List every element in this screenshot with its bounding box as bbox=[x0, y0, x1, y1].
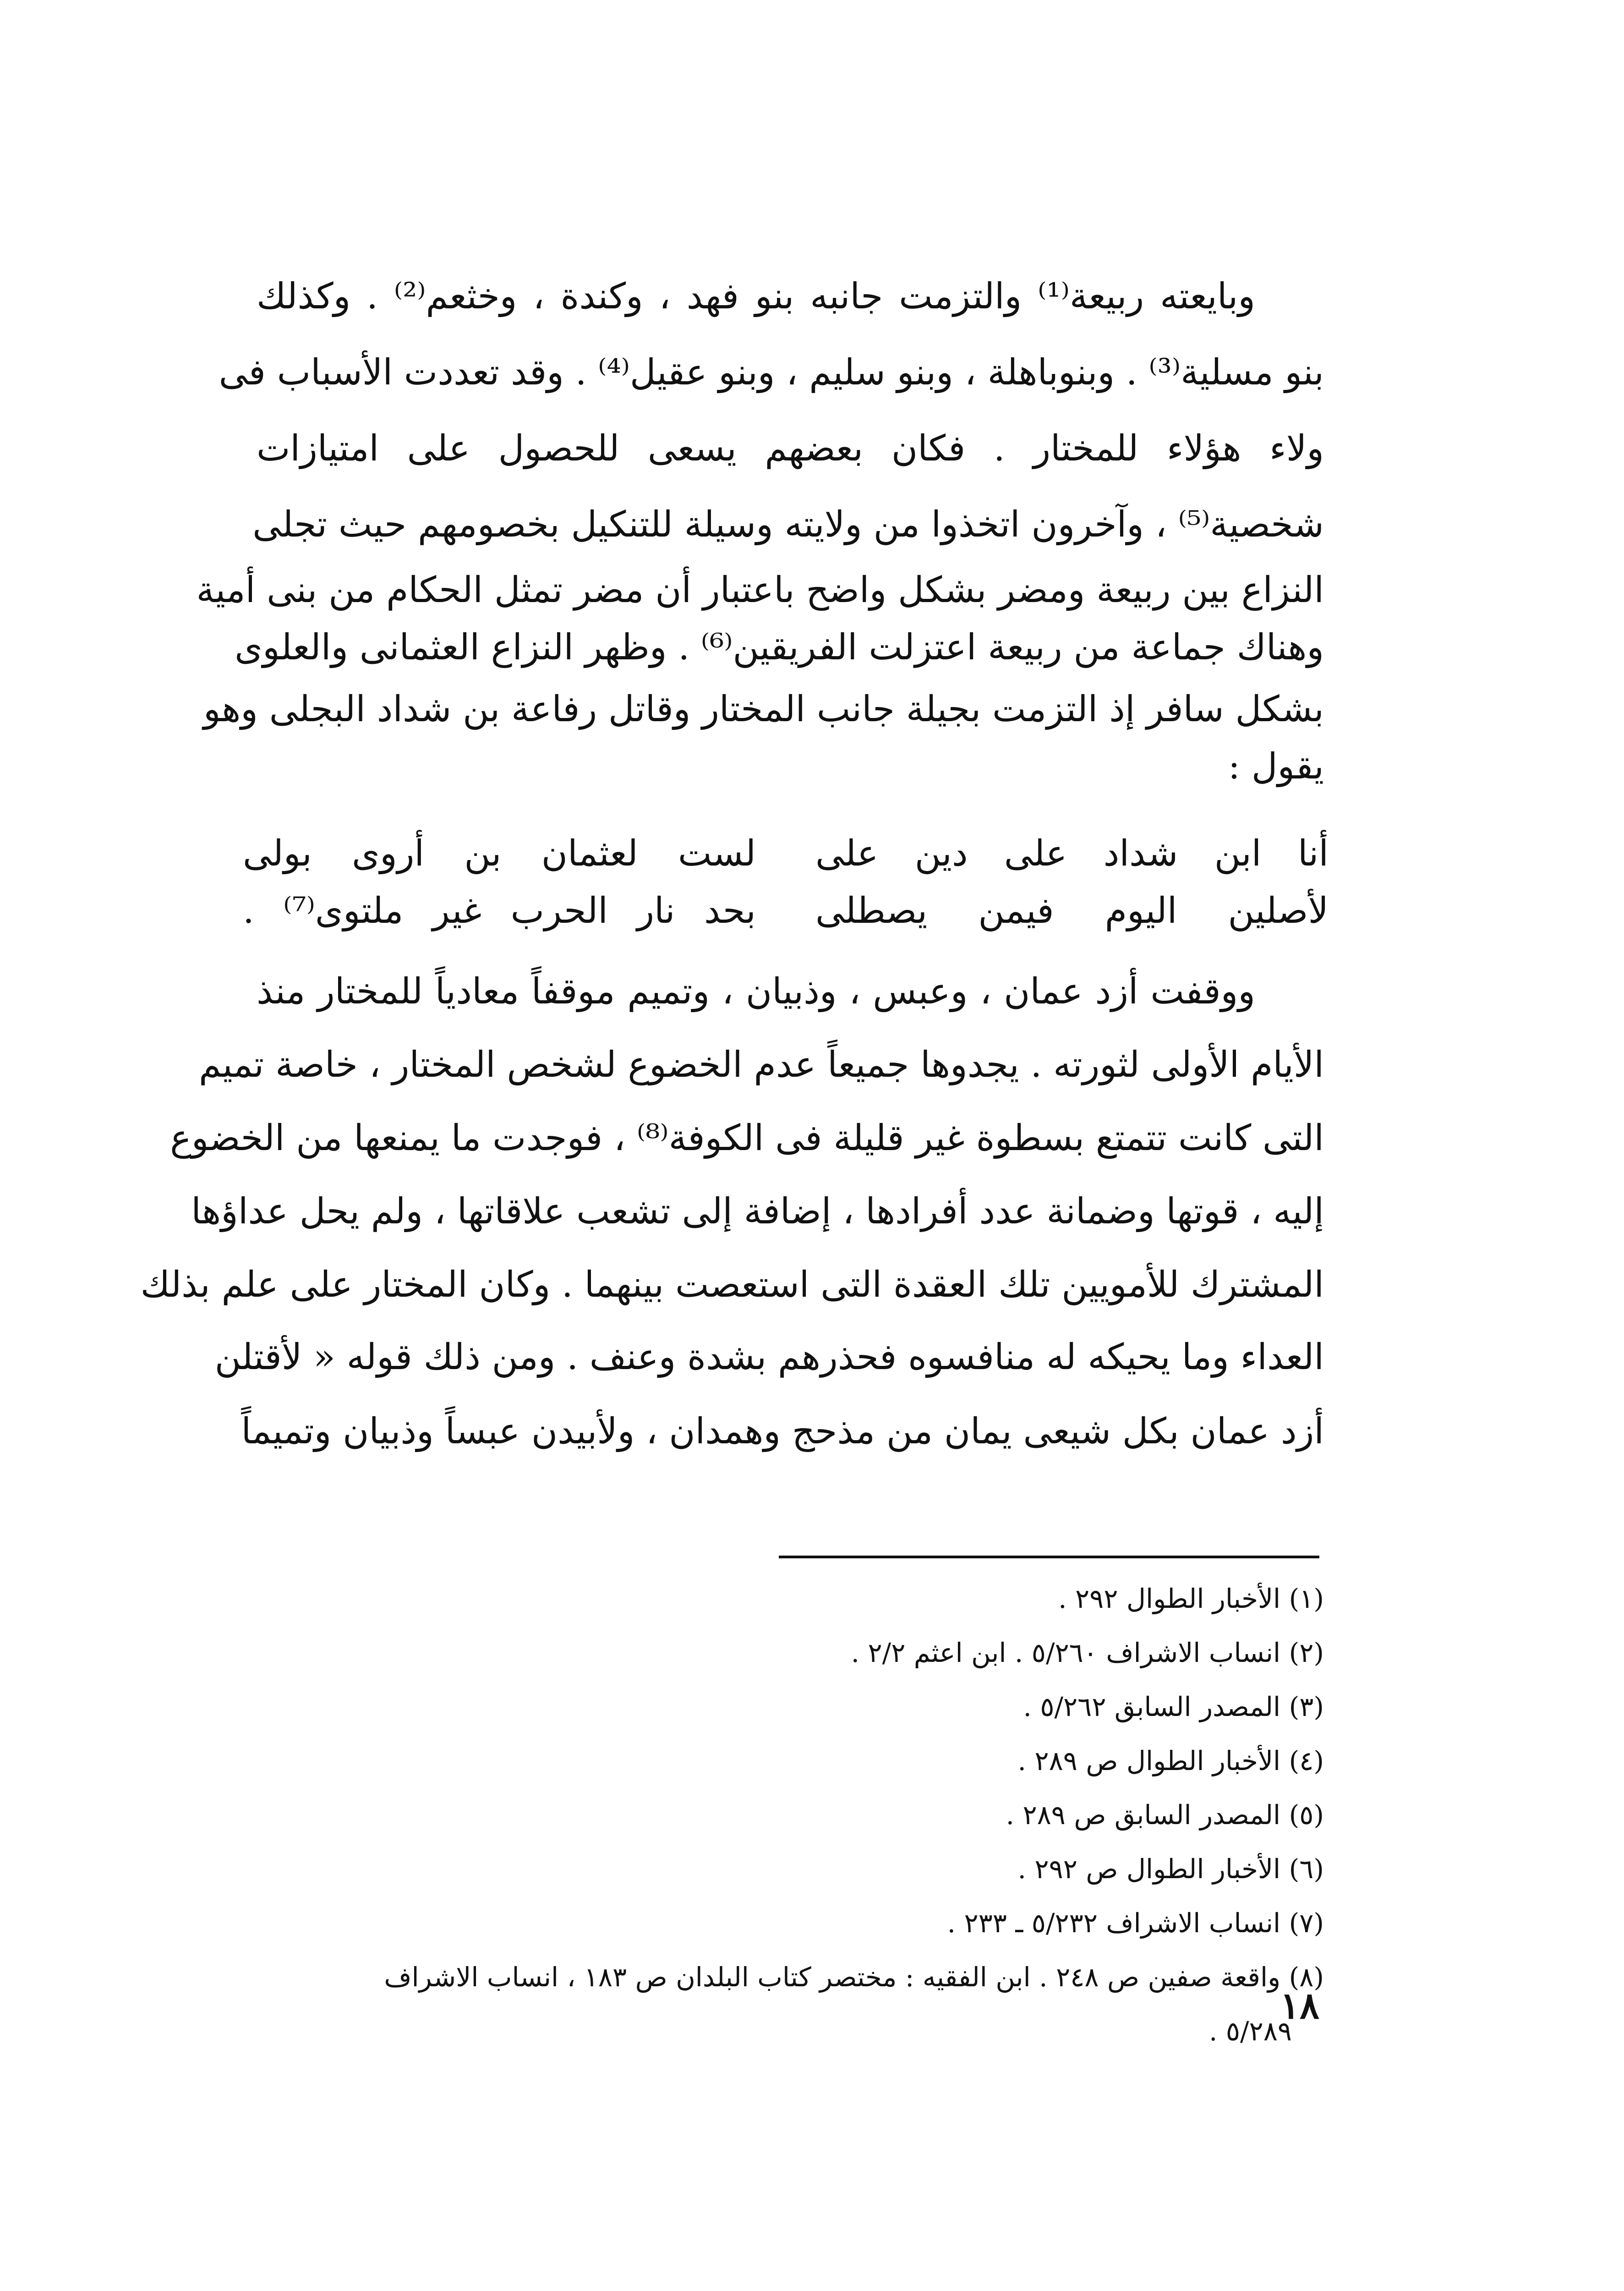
text-line: العداء وما يحيكه له منافسوه فحذرهم بشدة وعنف . ومن ذلك قوله « لأقتلن bbox=[214, 1336, 1324, 1378]
footnote: (٥) المصدر السابق ص ٢٨٩ . bbox=[1006, 1799, 1324, 1831]
footnote: (٨) واقعة صفين ص ٢٤٨ . ابن الفقيه : مختصر كتاب البلدان ص ١٨٣ ، انساب الاشراف bbox=[384, 1962, 1324, 1993]
text-line: ووقفت أزد عمان ، وعبس ، وذبيان ، وتميم موقفاً معادياً للمختار منذ bbox=[257, 971, 1255, 1013]
text-line: شخصية⁽⁵⁾ ، وآخرون اتخذوا من ولايته وسيلة للتنكيل بخصومهم حيث تجلى bbox=[252, 504, 1324, 546]
footnote: (٧) انساب الاشراف ٥/٢٣٢ ـ ٢٣٣ . bbox=[947, 1907, 1324, 1939]
footnote: (٣) المصدر السابق ٥/٢٦٢ . bbox=[1023, 1691, 1324, 1722]
text-line: إليه ، قوتها وضمانة عدد أفرادها ، إضافة إلى تشعب علاقاتها ، ولم يحل عداؤها bbox=[191, 1191, 1324, 1233]
verse-second-hemistich: بحد نار الحرب غير ملتوى⁽⁷⁾ . bbox=[243, 890, 756, 932]
text-line: يقول : bbox=[1228, 746, 1324, 788]
verse-second-hemistich: لست لعثمان بن أروى بولى bbox=[243, 833, 756, 874]
footnote: (٦) الأخبار الطوال ص ٢٩٢ . bbox=[1017, 1853, 1324, 1885]
text-line: وهناك جماعة من ربيعة اعتزلت الفريقين⁽⁶⁾ . وظهر النزاع العثمانى والعلوى bbox=[235, 627, 1324, 669]
verse-first-hemistich: أنا ابن شداد على دين على bbox=[815, 833, 1329, 874]
verse-first-hemistich: لأصلين اليوم فيمن يصطلى bbox=[815, 890, 1329, 932]
poem-verse bbox=[243, 825, 1329, 882]
footnote: (٤) الأخبار الطوال ص ٢٨٩ . bbox=[1017, 1745, 1324, 1776]
text-line: ولاء هؤلاء للمختار . فكان بعضهم يسعى للحصول على امتيازات bbox=[257, 428, 1324, 470]
text-line: النزاع بين ربيعة ومضر بشكل واضح باعتبار أن مضر تمثل الحكام من بنى أمية bbox=[196, 570, 1324, 611]
paragraph-1 bbox=[196, 259, 1324, 792]
poem-verses bbox=[243, 825, 1329, 939]
footnote: (١) الأخبار الطوال ٢٩٢ . bbox=[1058, 1583, 1324, 1614]
text-line: وبايعته ربيعة⁽¹⁾ والتزمت جانبه بنو فهد ، وكندة ، وخثعم⁽²⁾ . وكذلك bbox=[257, 276, 1255, 318]
footnote-divider bbox=[779, 1556, 1319, 1558]
footnote-continuation: ٥/٢٨٩ . bbox=[1208, 2016, 1292, 2047]
footnote: (٢) انساب الاشراف ٥/٢٦٠ . ابن اعثم ٢/٢ . bbox=[851, 1637, 1324, 1668]
text-line: التى كانت تتمتع بسطوة غير قليلة فى الكوفة⁽⁸⁾ ، فوجدت ما يمنعها من الخضوع bbox=[170, 1118, 1324, 1159]
text-line: بشكل سافر إذ التزمت بجيلة جانب المختار وقاتل رفاعة بن شداد البجلى وهو bbox=[203, 689, 1324, 730]
text-line: بنو مسلية⁽³⁾ . وبنوباهلة ، وبنو سليم ، وبنو عقيل⁽⁴⁾ . وقد تعددت الأسباب فى bbox=[219, 352, 1324, 394]
poem-verse bbox=[243, 882, 1329, 939]
text-line: المشترك للأمويين تلك العقدة التى استعصت بينهما . وكان المختار على علم بذلك bbox=[140, 1264, 1324, 1306]
footnotes bbox=[293, 1572, 1324, 2058]
text-line: الأيام الأولى لثورته . يجدوها جميعاً عدم الخضوع لشخص المختار ، خاصة تميم bbox=[198, 1044, 1324, 1086]
page-number: ١٨ bbox=[1280, 1984, 1319, 2027]
text-line: أزد عمان بكل شيعى يمان من مذحج وهمدان ، ولأبيدن عبساً وذبيان وتميماً bbox=[241, 1411, 1324, 1452]
paragraph-2 bbox=[140, 958, 1324, 1469]
